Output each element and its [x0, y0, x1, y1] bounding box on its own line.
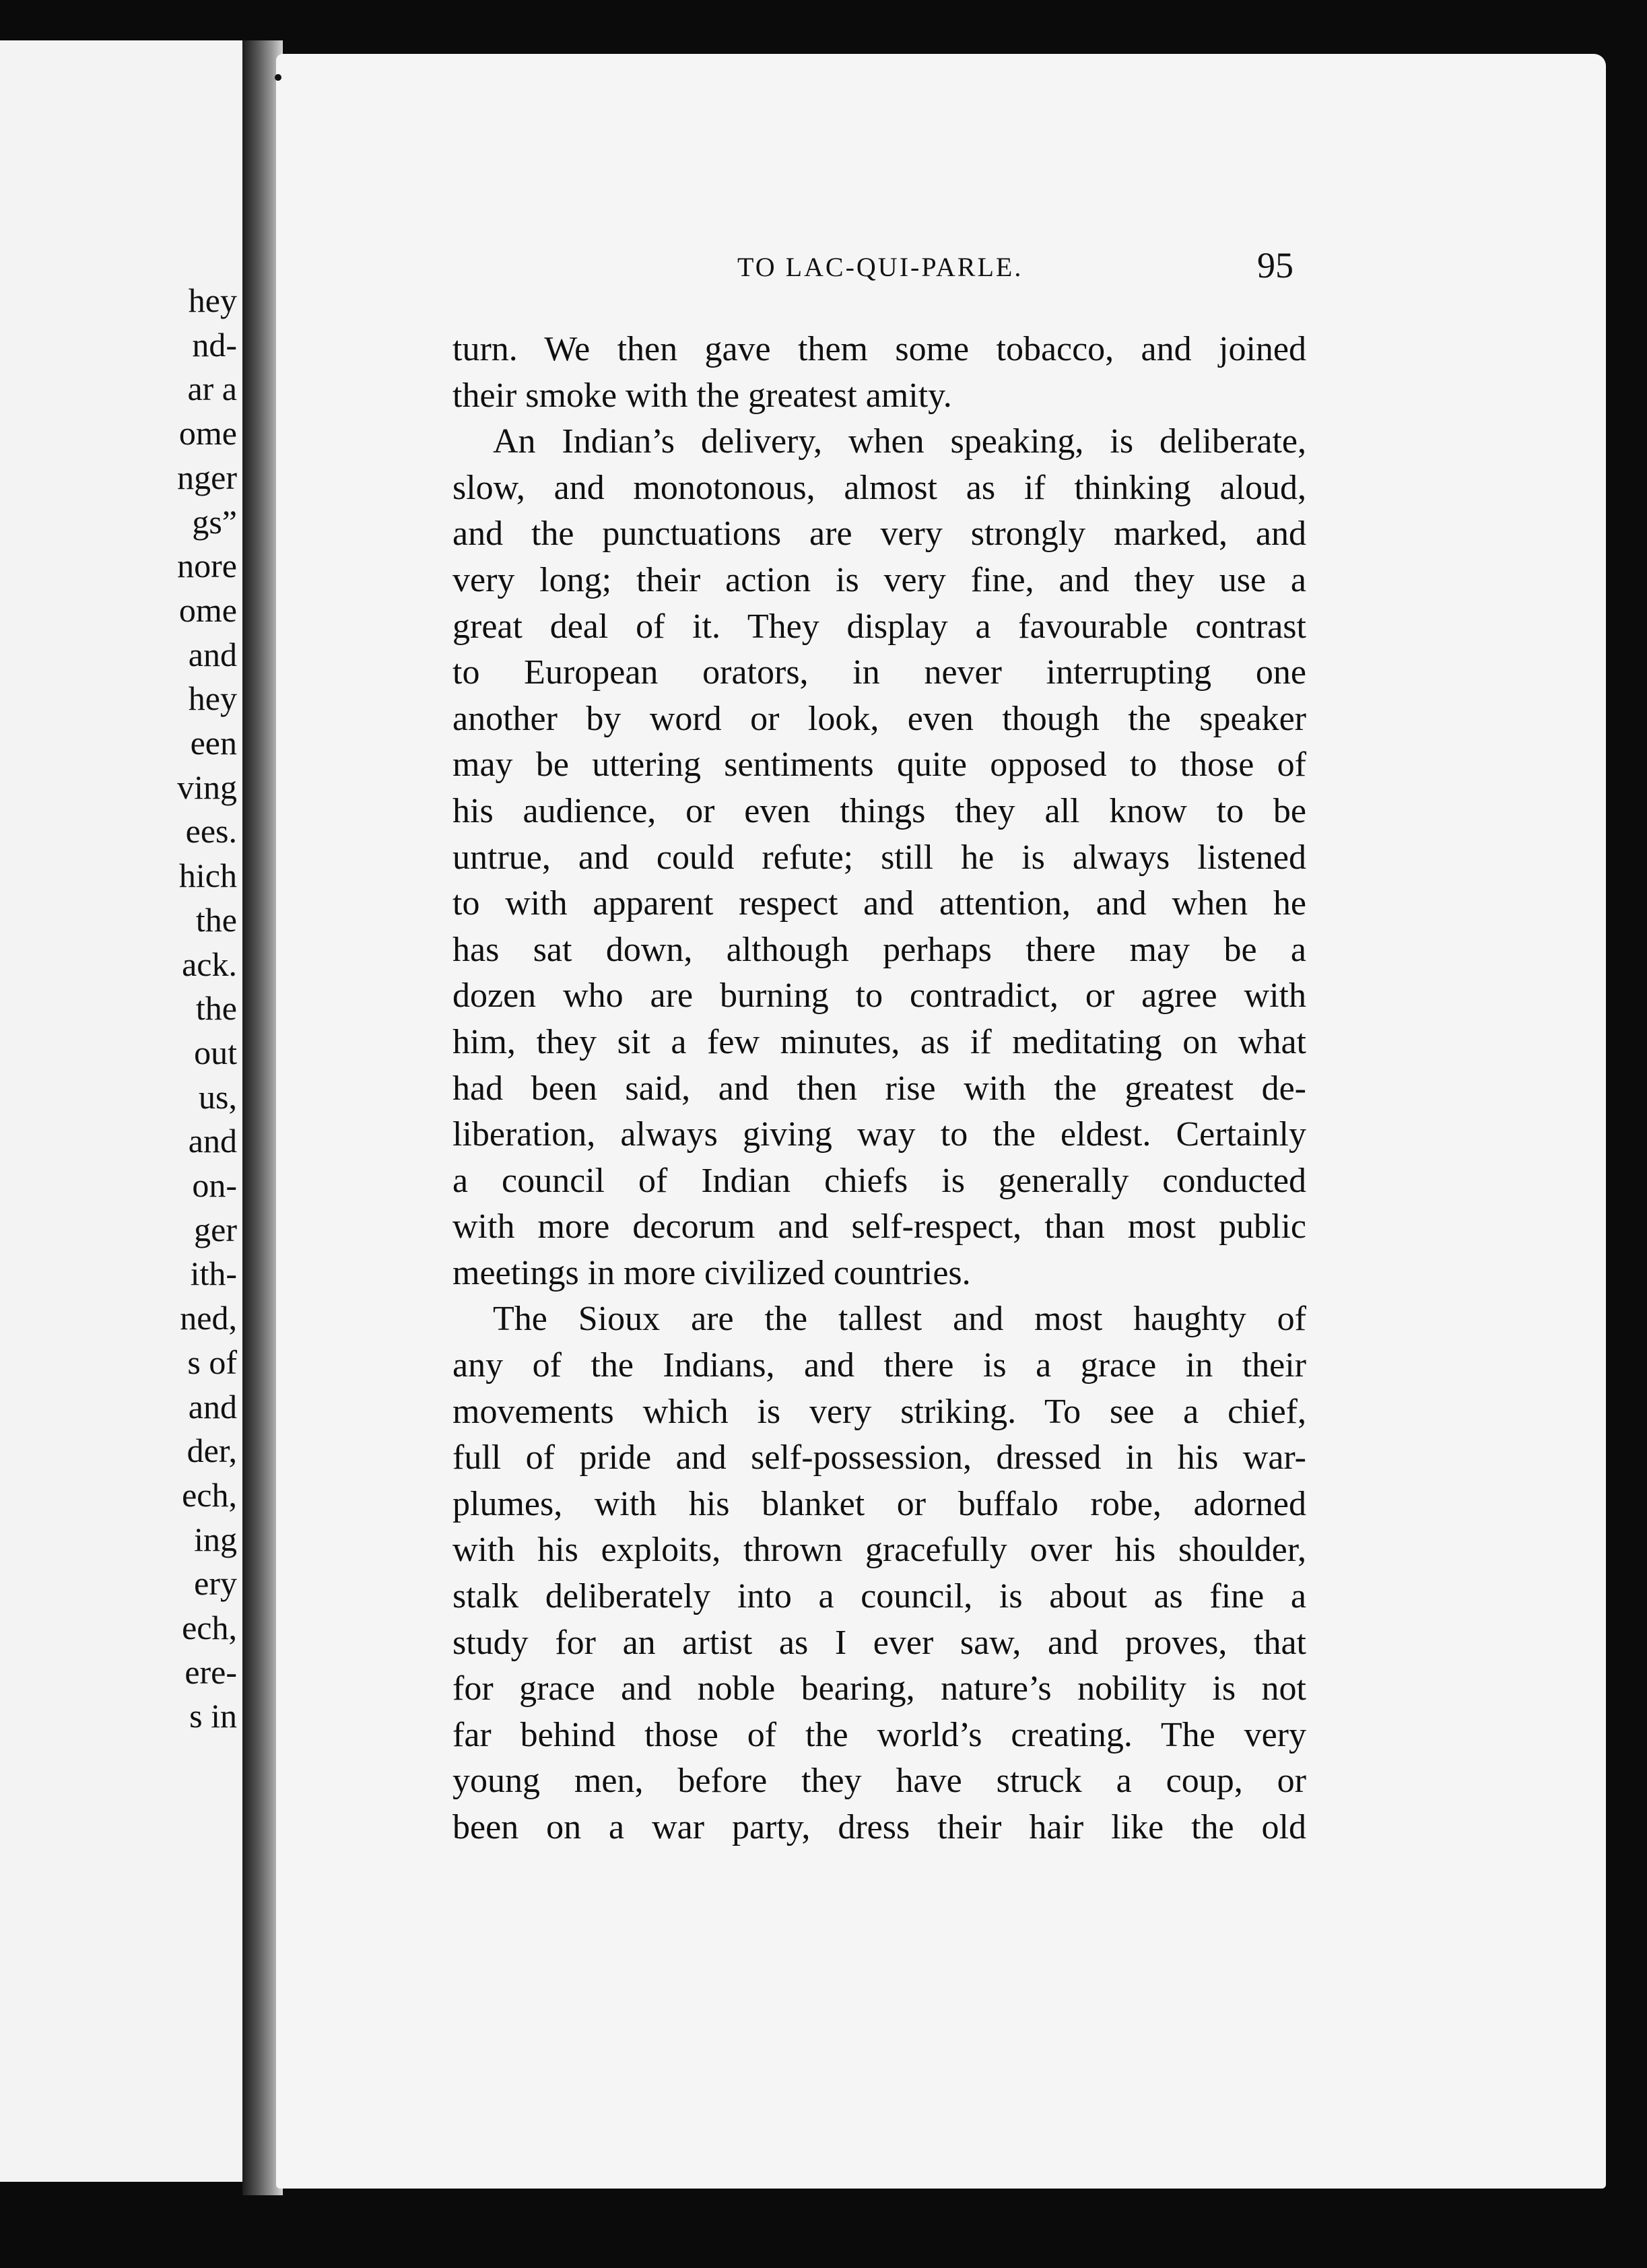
text-line: study for an artist as I ever saw, and proves, that — [452, 1623, 1306, 1662]
left-page-line: ack. — [182, 945, 237, 983]
left-page-line: s in — [189, 1697, 237, 1735]
text-line: An Indian’s delivery, when speaking, is deliberate, — [493, 422, 1306, 461]
text-line: great deal of it. They display a favourable contrast — [452, 607, 1306, 646]
text-line: far behind those of the world’s creating. The very — [452, 1715, 1306, 1754]
text-line: him, they sit a few minutes, as if meditating on what — [452, 1022, 1306, 1061]
left-page-line: ned, — [180, 1299, 237, 1337]
left-page-line: ith- — [190, 1255, 237, 1293]
page-number: 95 — [1257, 245, 1293, 286]
left-page-line: ger — [194, 1210, 237, 1248]
text-line: full of pride and self-possession, dressed in his war- — [452, 1438, 1306, 1477]
text-line: with more decorum and self-respect, than most public — [452, 1207, 1306, 1246]
text-line: stalk deliberately into a council, is about as fine a — [452, 1577, 1306, 1616]
left-page-line: hey — [188, 281, 237, 319]
text-line: been on a war party, dress their hair like the old — [452, 1808, 1306, 1846]
left-page-line: gs” — [192, 502, 237, 541]
text-line: turn. We then gave them some tobacco, and joined — [452, 330, 1306, 368]
text-line: and the punctuations are very strongly marked, and — [452, 514, 1306, 554]
text-line: a council of Indian chiefs is generally conducted — [452, 1161, 1306, 1200]
left-page-line: and — [188, 635, 237, 673]
text-line: young men, before they have struck a coup, or — [452, 1762, 1306, 1801]
text-line: for grace and noble bearing, nature’s nobility is not — [452, 1669, 1306, 1708]
text-line: very long; their action is very fine, and they use a — [452, 560, 1306, 599]
text-line: dozen who are burning to contradict, or agree with — [452, 976, 1306, 1015]
left-page-line: us, — [199, 1077, 237, 1116]
running-title: TO LAC-QUI-PARLE. — [737, 252, 1023, 282]
text-line: The Sioux are the tallest and most haughty of — [493, 1300, 1306, 1339]
left-page-line: the — [195, 900, 237, 939]
left-page-line: ar a — [187, 370, 237, 408]
book-page — [276, 54, 1606, 2189]
left-page-line: der, — [187, 1432, 237, 1470]
left-page-line: ech, — [182, 1475, 237, 1514]
text-line: their smoke with the greatest amity. — [452, 376, 952, 415]
text-line: may be uttering sentiments quite opposed to those of — [452, 745, 1306, 785]
left-page-line: ech, — [182, 1609, 237, 1646]
text-line: with his exploits, thrown gracefully over his shoulder, — [452, 1531, 1306, 1570]
text-line: to with apparent respect and attention, and when he — [452, 884, 1306, 923]
left-page-line: and — [188, 1122, 237, 1160]
left-page-line: and — [188, 1387, 237, 1426]
left-page-line: ere- — [184, 1653, 237, 1691]
body-text — [452, 327, 1306, 1851]
left-page-line: hich — [178, 857, 237, 895]
left-page-line: ome — [178, 591, 237, 629]
text-line: meetings in more civilized countries. — [452, 1253, 971, 1292]
ink-speck — [275, 74, 281, 81]
left-page-line: out — [194, 1033, 237, 1071]
left-page-line: ving — [177, 768, 237, 806]
text-line: movements which is very striking. To see a chief, — [452, 1392, 1306, 1431]
text-line: to European orators, in never interrupting one — [452, 653, 1306, 692]
left-page-line: ome — [178, 414, 237, 453]
text-line: liberation, always giving way to the eldest. Certainly — [452, 1115, 1306, 1154]
text-line: another by word or look, even though the speaker — [452, 699, 1306, 738]
left-page-line: nd- — [192, 325, 237, 364]
text-line: has sat down, although perhaps there may be a — [452, 930, 1306, 969]
left-page-line: een — [190, 724, 237, 762]
left-facing-page — [0, 40, 246, 2182]
left-page-line: ery — [194, 1564, 237, 1603]
left-page-line: hey — [188, 679, 237, 718]
left-page-line: nore — [177, 547, 237, 585]
left-page-line: ees. — [185, 812, 237, 850]
text-line: his audience, or even things they all know to be — [452, 791, 1306, 830]
text-line: slow, and monotonous, almost as if thinking aloud, — [452, 468, 1306, 507]
left-page-line: ing — [194, 1520, 237, 1558]
left-page-line: on- — [192, 1166, 237, 1204]
text-line: untrue, and could refute; still he is always listened — [452, 838, 1306, 877]
text-line: any of the Indians, and there is a grace in their — [452, 1346, 1306, 1385]
text-line: had been said, and then rise with the greatest de- — [452, 1069, 1306, 1108]
left-page-line: the — [195, 989, 237, 1028]
left-page-line: s of — [187, 1343, 237, 1381]
left-page-line: nger — [177, 458, 237, 496]
text-line: plumes, with his blanket or buffalo robe, adorned — [452, 1484, 1306, 1523]
